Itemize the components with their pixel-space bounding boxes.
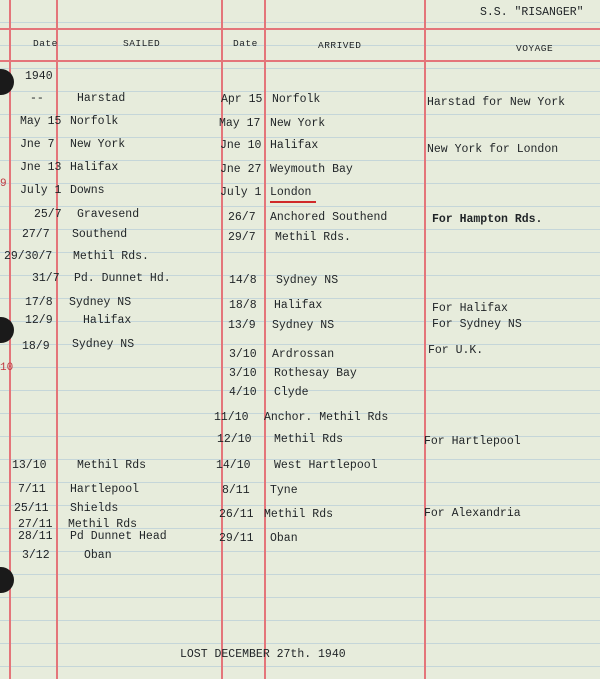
sailed-date: 18/9 bbox=[22, 340, 50, 353]
sailed-port: Gravesend bbox=[77, 208, 140, 221]
voyage-note: New York for London bbox=[427, 143, 559, 156]
year-label: 1940 bbox=[25, 70, 53, 83]
header-arrived: ARRIVED bbox=[318, 40, 362, 51]
voyage-note: For Hampton Rds. bbox=[432, 213, 543, 226]
arrived-port: Weymouth Bay bbox=[270, 163, 353, 176]
arrived-date: 12/10 bbox=[217, 433, 252, 446]
sailed-port: Methil Rds bbox=[77, 459, 147, 472]
voyage-note: For Sydney NS bbox=[432, 318, 522, 331]
voyage-note: For Hartlepool bbox=[424, 435, 521, 448]
arrived-date: July 1 bbox=[220, 186, 262, 199]
sailed-port: New York bbox=[70, 138, 126, 151]
header-sailed: SAILED bbox=[123, 38, 161, 49]
arrived-date: Jne 10 bbox=[220, 139, 262, 152]
sailed-port: Sydney NS bbox=[72, 338, 135, 351]
red-underline bbox=[270, 201, 316, 203]
arrived-port: Sydney NS bbox=[276, 274, 339, 287]
sailed-date: 25/7 bbox=[34, 208, 62, 221]
sailed-date: 3/12 bbox=[22, 549, 50, 562]
arrived-port: Clyde bbox=[274, 386, 309, 399]
sailed-date: 27/7 bbox=[22, 228, 50, 241]
voyage-note: For Halifax bbox=[432, 302, 508, 315]
sailed-date: Jne 7 bbox=[20, 138, 55, 151]
sailed-port: Norfolk bbox=[70, 115, 119, 128]
header-arrived-date: Date bbox=[233, 38, 258, 49]
arrived-port: Anchored Southend bbox=[270, 211, 388, 224]
punch-hole bbox=[0, 567, 14, 593]
header-voyage: VOYAGE bbox=[516, 43, 554, 54]
sailed-date: 29/30/7 bbox=[4, 250, 53, 263]
arrived-date: 26/11 bbox=[219, 508, 254, 521]
sailed-date: 7/11 bbox=[18, 483, 46, 496]
punch-hole bbox=[0, 69, 14, 95]
sailed-port: Sydney NS bbox=[69, 296, 132, 309]
sailed-port: Shields bbox=[70, 502, 119, 515]
sailed-port: Hartlepool bbox=[70, 483, 140, 496]
rule-header bbox=[0, 60, 600, 62]
rule-top bbox=[0, 28, 600, 30]
sailed-port: Harstad bbox=[77, 92, 126, 105]
arrived-port: Sydney NS bbox=[272, 319, 335, 332]
arrived-port: Halifax bbox=[270, 139, 319, 152]
arrived-port: Oban bbox=[270, 532, 298, 545]
rule-after-arrived bbox=[424, 0, 426, 679]
arrived-date: 26/7 bbox=[228, 211, 256, 224]
header-sailed-date: Date bbox=[33, 38, 58, 49]
arrived-port: London bbox=[270, 186, 312, 199]
sailed-date: 12/9 bbox=[25, 314, 53, 327]
arrived-date: 4/10 bbox=[229, 386, 257, 399]
voyage-note: Harstad for New York bbox=[427, 96, 566, 109]
rule-after-arrived-date bbox=[264, 0, 266, 679]
arrived-date: 8/11 bbox=[222, 484, 250, 497]
sailed-port: Pd Dunnet Head bbox=[70, 530, 167, 543]
margin-mark: 10 bbox=[0, 362, 14, 374]
arrived-date: 29/11 bbox=[219, 532, 254, 545]
sailed-date: 28/11 bbox=[18, 530, 53, 543]
sailed-port: Southend bbox=[72, 228, 128, 241]
arrived-port: New York bbox=[270, 117, 326, 130]
arrived-date: Jne 27 bbox=[220, 163, 262, 176]
arrived-date: May 17 bbox=[219, 117, 261, 130]
sailed-port: Pd. Dunnet Hd. bbox=[74, 272, 171, 285]
sailed-port: Halifax bbox=[70, 161, 119, 174]
sailed-port: Oban bbox=[84, 549, 112, 562]
arrived-date: 11/10 bbox=[214, 411, 249, 424]
arrived-port: Methil Rds bbox=[264, 508, 334, 521]
ship-title: S.S. "RISANGER" bbox=[480, 6, 584, 19]
arrived-port: Anchor. Methil Rds bbox=[264, 411, 389, 424]
arrived-date: 29/7 bbox=[228, 231, 256, 244]
rule-after-date bbox=[56, 0, 58, 679]
sailed-port: Methil Rds bbox=[68, 518, 138, 531]
arrived-date: 14/10 bbox=[216, 459, 251, 472]
arrived-port: Ardrossan bbox=[272, 348, 335, 361]
sailed-port: Downs bbox=[70, 184, 105, 197]
sailed-date: 13/10 bbox=[12, 459, 47, 472]
arrived-port: West Hartlepool bbox=[274, 459, 378, 472]
arrived-date: 18/8 bbox=[229, 299, 257, 312]
sailed-date: 27/11 bbox=[18, 518, 53, 531]
sailed-port: Halifax bbox=[83, 314, 132, 327]
arrived-date: Apr 15 bbox=[221, 93, 263, 106]
arrived-port: Methil Rds. bbox=[275, 231, 351, 244]
margin-mark: 9 bbox=[0, 178, 7, 190]
arrived-date: 14/8 bbox=[229, 274, 257, 287]
arrived-port: Tyne bbox=[270, 484, 298, 497]
arrived-date: 3/10 bbox=[229, 348, 257, 361]
sailed-date: 25/11 bbox=[14, 502, 49, 515]
sailed-date: May 15 bbox=[20, 115, 62, 128]
sailed-date: July 1 bbox=[20, 184, 62, 197]
voyage-note: For U.K. bbox=[428, 344, 484, 357]
voyage-note: For Alexandria bbox=[424, 507, 521, 520]
sailed-date: 31/7 bbox=[32, 272, 60, 285]
lost-footer: LOST DECEMBER 27th. 1940 bbox=[180, 648, 346, 661]
arrived-port: Methil Rds bbox=[274, 433, 344, 446]
sailed-date: Jne 13 bbox=[20, 161, 62, 174]
arrived-date: 3/10 bbox=[229, 367, 257, 380]
sailed-port: Methil Rds. bbox=[73, 250, 149, 263]
sailed-date: 17/8 bbox=[25, 296, 53, 309]
arrived-port: Rothesay Bay bbox=[274, 367, 357, 380]
punch-hole bbox=[0, 317, 14, 343]
sailed-date: -- bbox=[30, 92, 44, 105]
arrived-date: 13/9 bbox=[228, 319, 256, 332]
arrived-port: Norfolk bbox=[272, 93, 321, 106]
arrived-port: Halifax bbox=[274, 299, 323, 312]
